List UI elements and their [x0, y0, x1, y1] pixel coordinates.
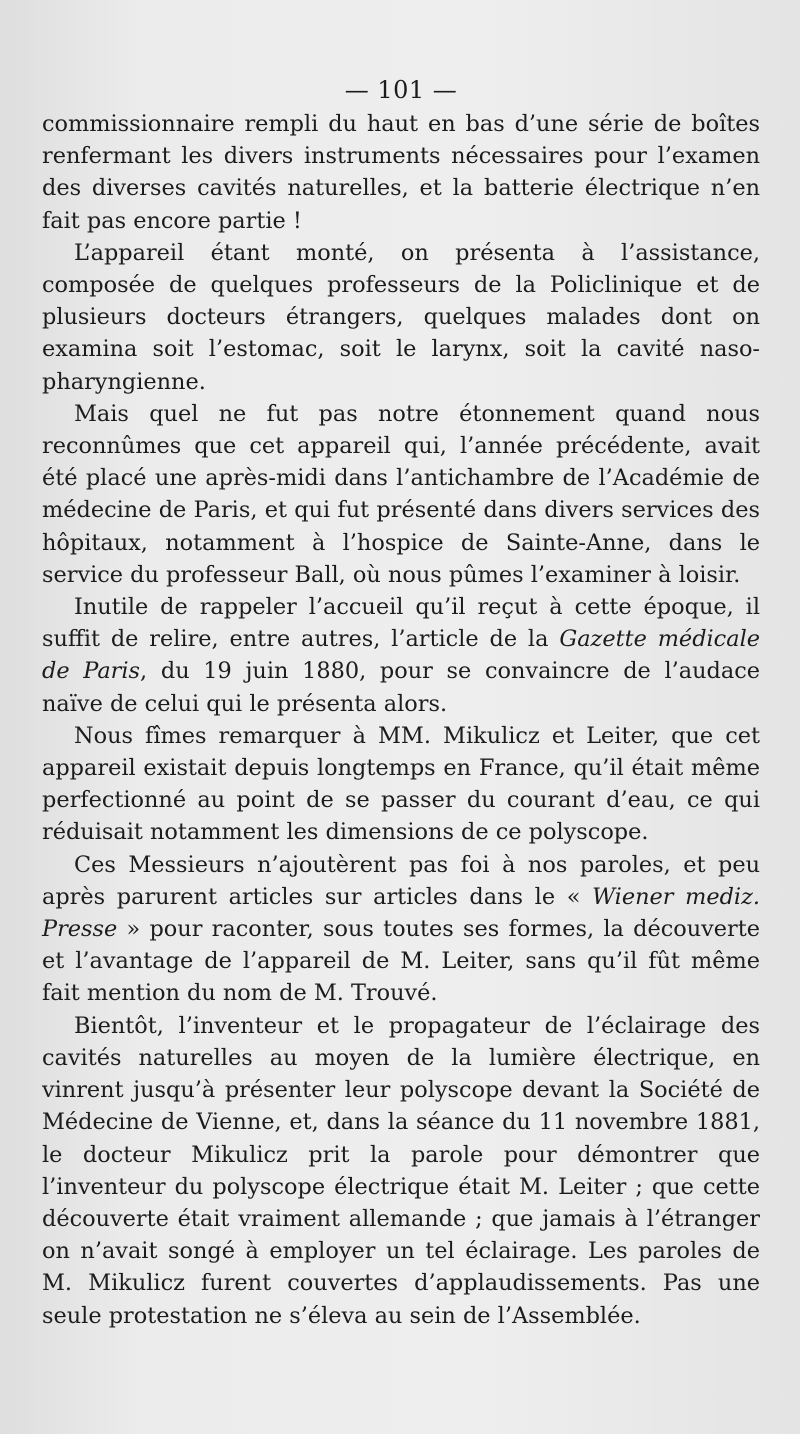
paragraph-text: Ces Messieurs n’ajoutèrent pas foi à nos paroles, et peu après parurent articles sur articles dans le « [42, 851, 760, 910]
paragraph [42, 591, 760, 720]
paragraph [42, 849, 760, 1010]
paragraph [42, 720, 760, 849]
paragraph-text: Nous fîmes remarquer à MM. Mikulicz et Leiter, que cet appareil existait depuis longtemps en France, qu’il était même perfectionné au point de se passer du courant d’eau, ce qui réduisait notamment les dimensions de ce polyscope. [42, 722, 760, 846]
paragraph-text: Mais quel ne fut pas notre étonnement quand nous reconnûmes que cet appareil qui, l’année précédente, avait été placé une après-midi dans l’antichambre de l’Académie de médecine de Paris, et qui fut présenté dans divers services des hôpitaux, notamment à l’hospice de Sainte-Anne, dans le service du professeur Ball, où nous pûmes l’examiner à loisir. [42, 400, 760, 588]
paragraph [42, 108, 760, 237]
page-number: — 101 — [344, 76, 458, 104]
italic-citation: Wiener mediz. Presse [42, 883, 760, 943]
paragraph-text: , du 19 juin 1880, pour se convaincre de l’audace naïve de celui qui le présenta alors. [42, 658, 760, 717]
paragraph-text: Bientôt, l’inventeur et le propagateur de l’éclairage des cavités naturelles au moyen de la lumière électrique, en vinrent jusqu’à présenter leur polyscope devant la Société de Médecine de Vienne, et, dans la séance du 11 novembre 1881, le docteur Mikulicz prit la parole pour démontrer que l’inventeur du polyscope électrique était M. Leiter ; que cette découverte était vraiment allemande ; que jamais à l’étranger on n’avait songé à employer un tel éclairage. Les paroles de M. Mikulicz furent couvertes d’applaudissements. Pas une seule protestation ne s’éleva au sein de l’Assemblée. [42, 1012, 760, 1329]
paragraph-text: Inutile de rappeler l’accueil qu’il reçut à cette époque, il suffit de relire, entre autres, l’article de la [42, 594, 760, 653]
paragraph [42, 398, 760, 591]
paragraph-text: » pour raconter, sous toutes ses formes, la découverte et l’avantage de l’appareil de M. Leiter, sans qu’il fût même fait mention du nom de M. Trouvé. [42, 916, 760, 1007]
paragraph-text: commissionnaire rempli du haut en bas d’une série de boîtes renfermant les divers instruments nécessaires pour l’examen des diverses cavités naturelles, et la batterie électrique n’en fait pas encore partie ! [42, 111, 760, 234]
paragraph-text: L’appareil étant monté, on présenta à l’assistance, composée de quelques professeurs de la Policlinique et de plusieurs docteurs étrangers, quelques malades dont on examina soit l’estomac, soit le larynx, soit la cavité naso-pharyngienne. [42, 239, 760, 395]
italic-citation: Gazette médicale de Paris [42, 626, 760, 685]
paragraph [42, 1010, 760, 1332]
paragraph [42, 237, 760, 398]
body-text [42, 108, 760, 1332]
